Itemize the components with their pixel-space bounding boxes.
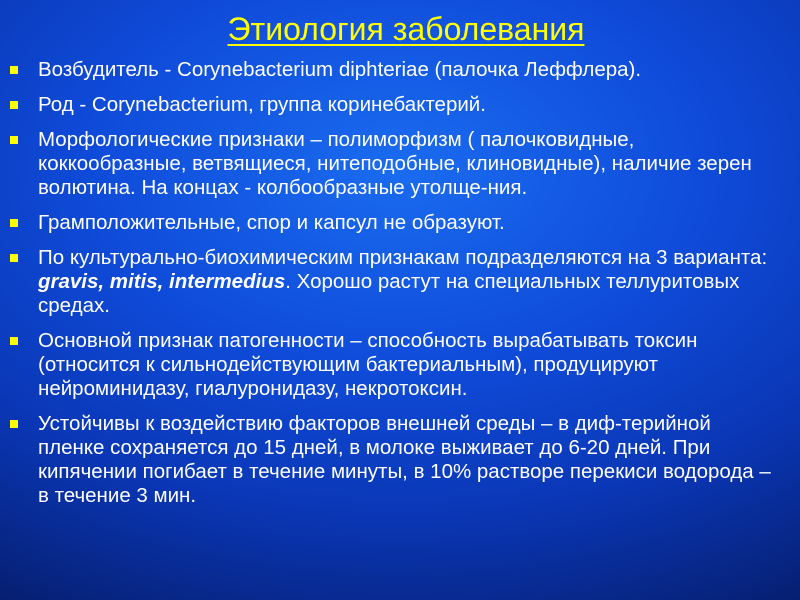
bullet-text: Морфологические признаки – полиморфизм ( палочковидные, коккообразные, ветвящиеся, нитеподобные, клиновидные), наличие зерен волютина. На концах - колбообразные утолще-ния. <box>38 128 752 199</box>
strain-variants: gravis, mitis, intermedius <box>38 270 286 293</box>
bullet-item <box>0 211 800 235</box>
bullet-text: Основной признак патогенности – способность вырабатывать токсин (относится к сильнодействующим бактериальным), продуцируют нейроминидазу, гиалуронидазу, некротоксин. <box>38 329 698 400</box>
square-bullet-icon <box>10 337 18 345</box>
slide-title <box>0 9 800 49</box>
square-bullet-icon <box>10 219 18 227</box>
square-bullet-icon <box>10 101 18 109</box>
bullet-item <box>0 329 800 401</box>
bullet-text: Устойчивы к воздействию факторов внешней среды – в диф-терийной пленке сохраняется до 15 дней, в молоке выживает до 6-20 дней. При кипячении погибает в течение минуты, в 10% растворе перекиси водорода – в течение 3 мин. <box>38 412 771 507</box>
bullet-item <box>0 246 800 318</box>
square-bullet-icon <box>10 420 18 428</box>
bullet-text: Род - Corynebacterium, группа коринебактерий. <box>38 93 486 116</box>
bullet-list <box>0 58 800 519</box>
square-bullet-icon <box>10 66 18 74</box>
bullet-text: Грамположительные, спор и капсул не образуют. <box>38 211 505 234</box>
square-bullet-icon <box>10 254 18 262</box>
bullet-text-prefix: По культурально-биохимическим признакам подразделяются на 3 варианта: <box>38 246 768 269</box>
bullet-item <box>0 93 800 117</box>
square-bullet-icon <box>10 136 18 144</box>
bullet-text-suffix: . Хорошо растут на специальных теллуритовых средах. <box>38 270 740 317</box>
bullet-item <box>0 412 800 508</box>
bullet-item <box>0 128 800 200</box>
slide-title-text: Этиология заболевания <box>227 11 585 47</box>
bullet-item <box>0 58 800 82</box>
bullet-text: Возбудитель - Corynebacterium diphteriae (палочка Леффлера). <box>38 58 642 81</box>
